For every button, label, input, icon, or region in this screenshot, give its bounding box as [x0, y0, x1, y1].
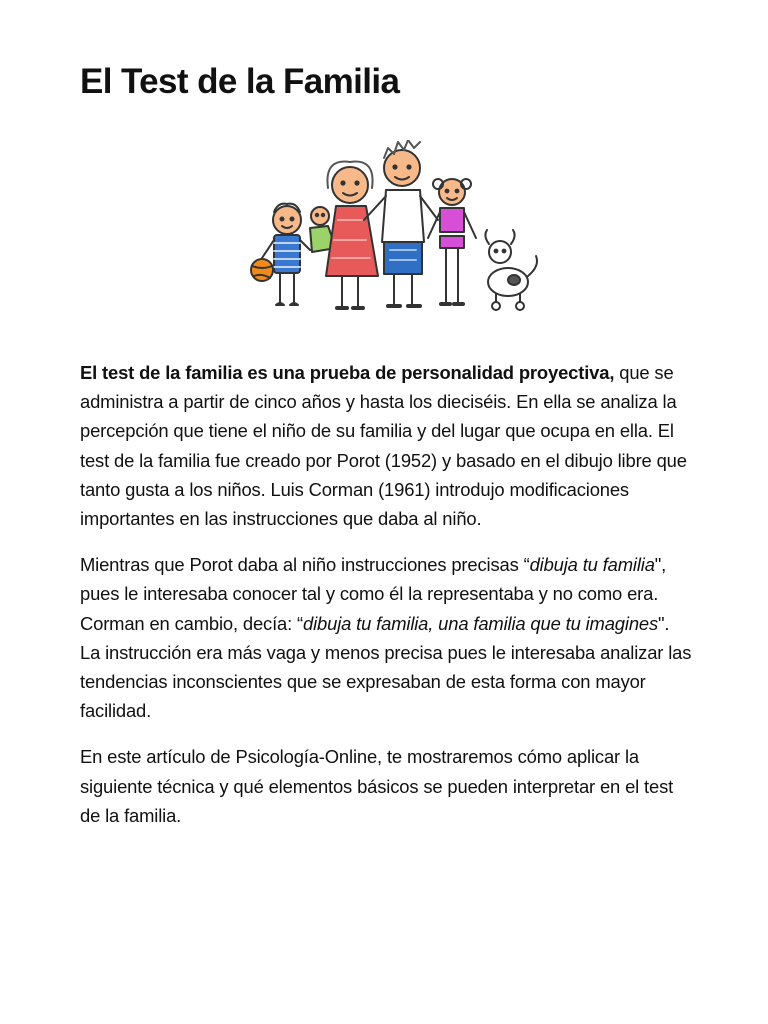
paragraph-intro: [80, 358, 692, 533]
family-illustration: [242, 140, 542, 325]
instructions-text-1: Mientras que Porot daba al niño instrucciones precisas “: [80, 554, 530, 576]
page-title: El Test de la Familia: [80, 62, 400, 101]
article-body: [80, 358, 692, 847]
instructions-italic-2: dibuja tu familia, una familia que tu imagines: [303, 612, 659, 634]
intro-text: que se administra a partir de cinco años y hasta los dieciséis. En ella se analiza la percepción que tiene el niño de su familia y del lugar que ocupa en ella. El test de la familia fue creado por Porot (1952) y basado en el dibujo libre que tanto gusta a los niños. Luis Corman (1961) introdujo modificaciones importantes en las instrucciones que daba al niño.: [80, 362, 687, 530]
paragraph-outro: En este artículo de Psicología-Online, te mostraremos cómo aplicar la siguiente técnica y qué elementos básicos se pueden interpretar en el test de la familia.: [80, 746, 674, 826]
instructions-italic-1: dibuja tu familia: [529, 554, 655, 576]
intro-bold-text: El test de la familia es una prueba de personalidad proyectiva,: [80, 362, 615, 383]
paragraph-instructions: [80, 550, 692, 725]
instructions-text-3: ". La instrucción era más vaga y menos precisa pues le interesaba analizar las tendencias inconscientes que se expresaban de esta forma con mayor facilidad.: [80, 612, 692, 722]
instructions-text-2: ", pues le interesaba conocer tal y como él la representaba y no como era. Corman en cambio, decía: “: [80, 554, 667, 634]
family-drawing-icon: [242, 140, 542, 325]
